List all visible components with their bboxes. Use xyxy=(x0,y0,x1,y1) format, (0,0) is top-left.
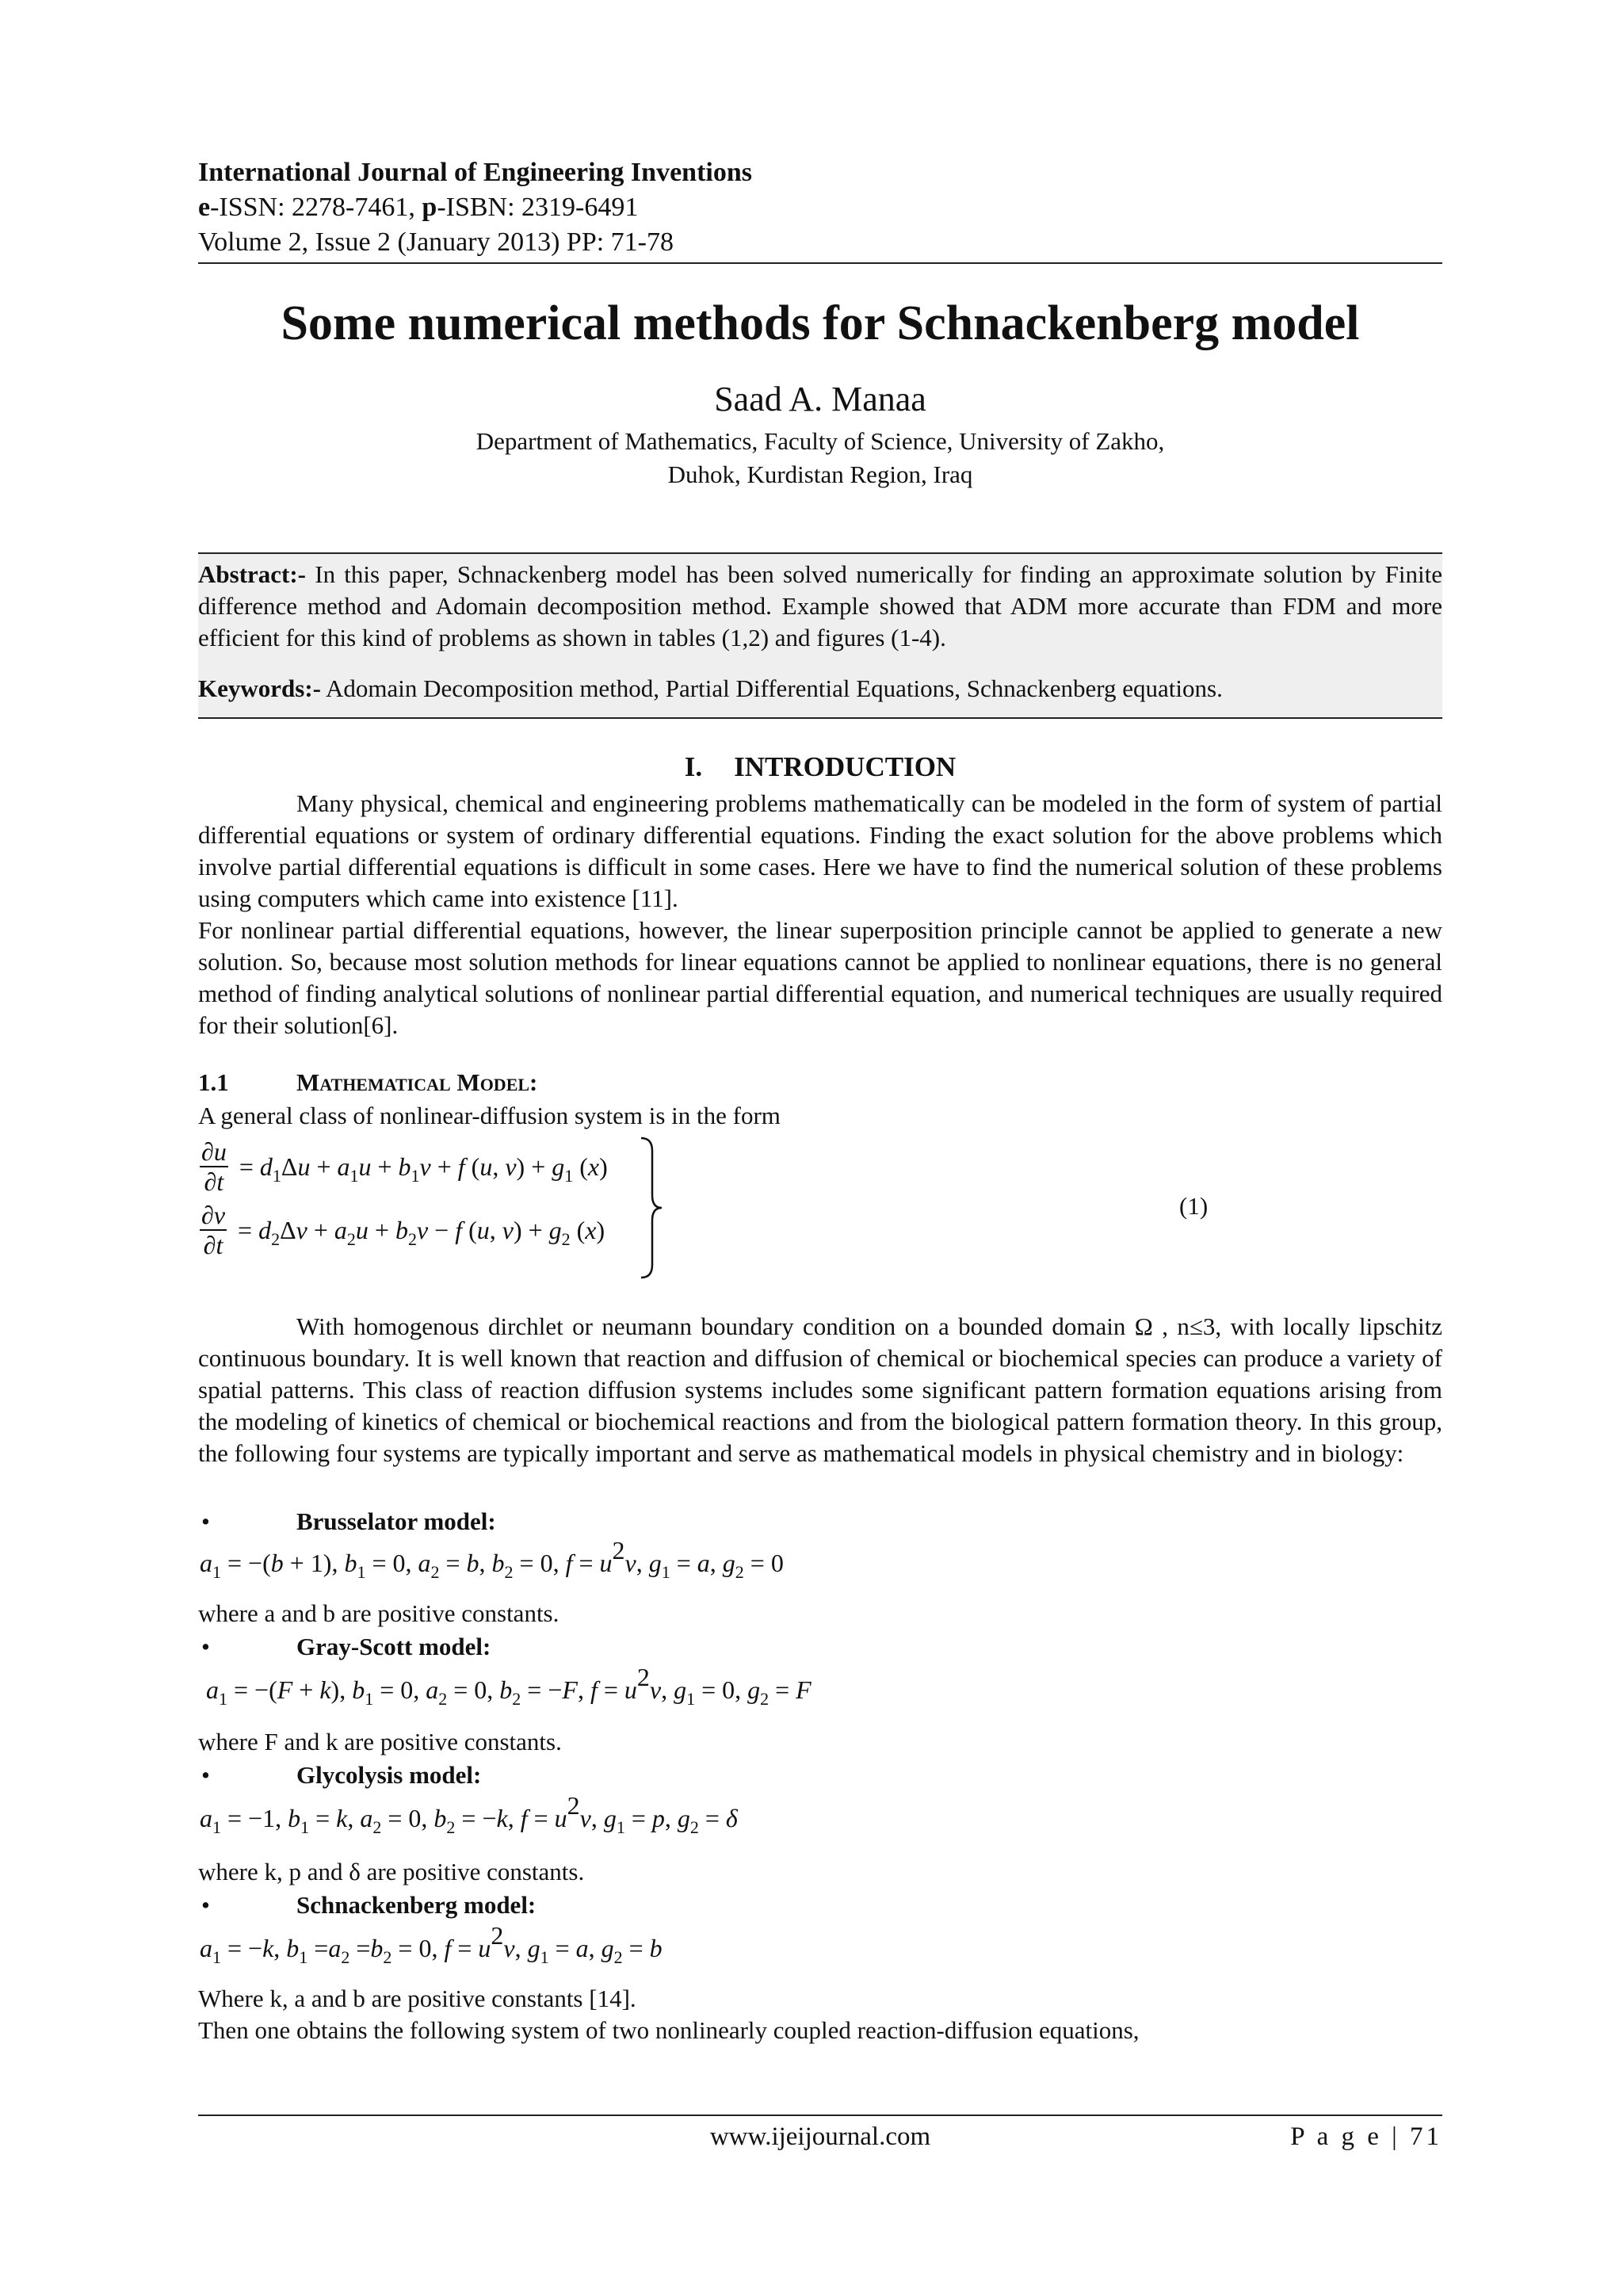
gray-scott-equation: $a_1 = -(F + k)$, $b_1 = 0$, $a_2 = 0$, $b_2 = -F$, $f = u^2v$, $g_1 = 0$, $g_2 = F$ xyxy=(200,1663,812,1709)
equation-u: $\frac{\partial u}{\partial t}$ = $d_1\Delta u + a_1u + b_1v + f$ (u, $v) + g_1$ (x) xyxy=(201,1137,608,1196)
subsection-heading: 1.1 Mathematical Model: xyxy=(198,1068,538,1096)
footer-rule xyxy=(198,2115,1442,2116)
right-brace xyxy=(638,1135,670,1281)
abstract-box xyxy=(198,552,1442,719)
affiliation: Department of Mathematics, Faculty of Science, University of Zakho, Duhok, Kurdistan Region, Iraq xyxy=(475,427,1165,488)
schnackenberg-equation: $a_1 = -k$, $b_1 =a_2 =b_2 = 0$, $f = u^2v$, $g_1 = a$, $g_2 = b$ xyxy=(200,1921,663,1967)
model-item-schnackenberg: • Schnackenberg model: xyxy=(201,1891,537,1919)
paper-title: Some numerical methods for Schnackenberg model xyxy=(281,296,1360,350)
volume-line: Volume 2, Issue 2 (January 2013) PP: 71-78 xyxy=(198,227,674,257)
footer-page-number: P a g e | 71 xyxy=(1290,2122,1442,2151)
model-paragraph: With homogenous dirchlet or neumann boundary condition on a bounded domain Ω , n≤3, with locally lipschitz continuous boundary. It is well known that reaction and diffusion of chemical or biochemical species can produce a variety of spatial patterns. This class of reaction diffusion systems includes some significant pattern formation equations arising from the modeling of kinetics of chemical or biochemical reactions and from the biological pattern formation theory. In this group, the following four systems are typically important and serve as mathematical models in physical chemistry and in biology: xyxy=(198,1312,1442,1467)
journal-header xyxy=(198,155,1442,260)
equation-number: (1) xyxy=(1179,1192,1209,1220)
brusselator-note: where a and b are positive constants. xyxy=(198,1599,559,1627)
glycolysis-note: where k, p and δ are positive constants. xyxy=(198,1858,585,1885)
issn-line: e-ISSN: 2278-7461, p-ISBN: 2319-6491 xyxy=(198,193,639,222)
gray-scott-note: where F and k are positive constants. xyxy=(198,1728,562,1755)
system-intro: A general class of nonlinear-diffusion system is in the form xyxy=(198,1102,781,1129)
author-name: Saad A. Manaa xyxy=(714,380,926,418)
keywords: Keywords:- Adomain Decomposition method, Partial Differential Equations, Schnackenberg equations. xyxy=(198,674,1223,702)
introduction-body xyxy=(198,788,1442,1041)
model-item-gray-scott: • Gray-Scott model: xyxy=(201,1633,491,1660)
model-item-glycolysis: • Glycolysis model: xyxy=(201,1761,482,1789)
schnackenberg-note: Where k, a and b are positive constants [14]. xyxy=(198,1985,636,2012)
intro-paragraph-1: Many physical, chemical and engineering problems mathematically can be modeled in the form of system of partial differential equations or system of ordinary differential equations. Finding the exact solution for the above problems which involve partial differential equations is difficult in some cases. Here we have to find the numerical solution of these problems using computers which came into existence [11]. xyxy=(198,789,1442,912)
header-rule xyxy=(198,262,1442,264)
brusselator-equation: $a_1 = -(b + 1)$, $b_1 = 0$, $a_2 = b$, $b_2 = 0$, $f = u^2v$, $g_1 = a$, $g_2 = 0$ xyxy=(200,1536,784,1582)
glycolysis-equation: $a_1 = -1$, $b_1 = k$, $a_2 = 0$, $b_2 = -k$, $f = u^2v$, $g_1 = p$, $g_2 = \delta$ xyxy=(200,1791,738,1837)
model-item-brusselator: • Brusselator model: xyxy=(201,1507,496,1535)
equation-v: $\frac{\partial v}{\partial t}$ = $d_2\Delta v + a_2u + b_2v - f$ (u, $v) + g_2$ (x) xyxy=(201,1201,605,1259)
intro-paragraph-2: For nonlinear partial differential equations, however, the linear superposition principle cannot be applied to generate a new solution. So, because most solution methods for linear equations cannot be applied to nonlinear equations, there is no general method of finding analytical solutions of nonlinear partial differential equation, and numerical techniques are usually required for their solution[6]. xyxy=(198,916,1442,1039)
footer-website: www.ijeijournal.com xyxy=(709,2122,931,2151)
abstract-text: Abstract:- In this paper, Schnackenberg model has been solved numerically for finding an approximate solution by Finite difference method and Adomain decomposition method. Example showed that ADM more accurate than FDM and more efficient for this kind of problems as shown in tables (1,2) and figures (1-4). xyxy=(198,560,1442,651)
section-heading-introduction: I. INTRODUCTION xyxy=(684,751,957,782)
journal-name: International Journal of Engineering Inventions xyxy=(198,158,752,187)
closing-sentence: Then one obtains the following system of two nonlinearly coupled reaction-diffusion equations, xyxy=(198,2016,1140,2044)
